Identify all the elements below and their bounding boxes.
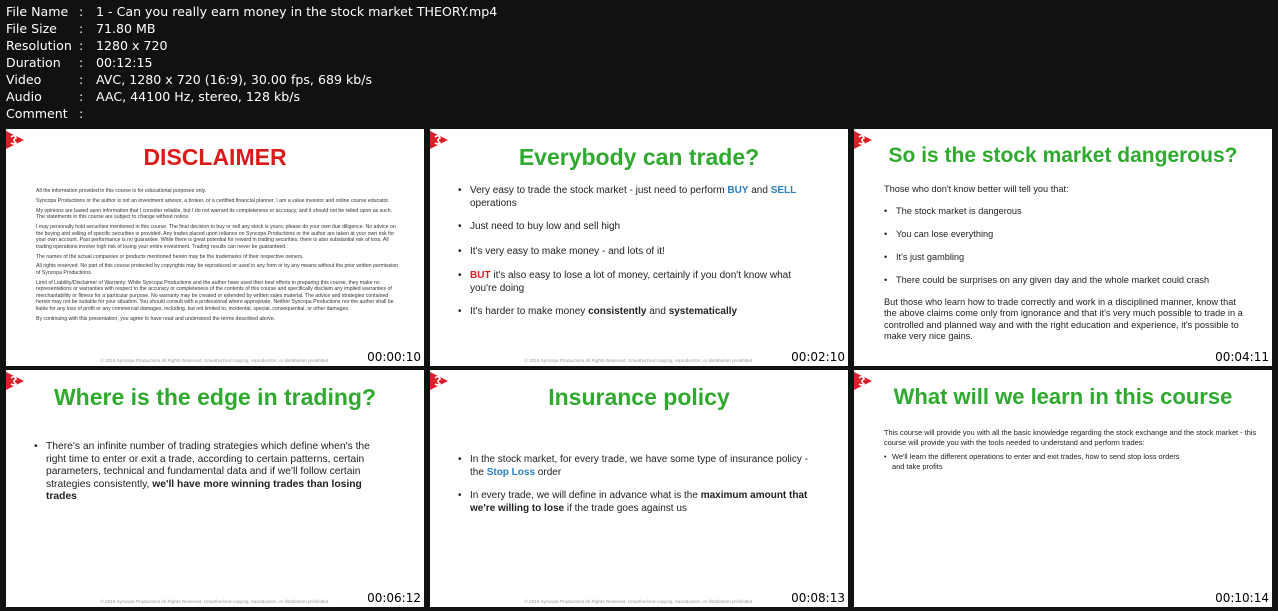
- disclaimer-paragraph: I may personally hold securities mentioned in this course. The final decision to buy or sell any stock is yours; please do your own due diligence. No advice on the buying and selling of specific securities is provided. Any trades placed upon reliance on Syncopa Productions or the author are taken at your own risk for your own account. Past performance is no guarantee. While there is great potential for reward in trading securities, there is also substantial risk of loss. All trading operations involve high risk of losing your entire investment. Trading results can never be guaranteed.: [36, 223, 396, 250]
- info-key: File Size: [6, 21, 57, 36]
- info-value-file-size: 71.80 MB: [96, 21, 156, 36]
- info-row-audio: [6, 88, 497, 105]
- slide-bullets: [458, 454, 808, 515]
- slide-bullets: [884, 428, 1262, 471]
- bold-text: systematically: [668, 306, 738, 317]
- sell-keyword: SELL: [770, 185, 797, 196]
- info-colon: :: [79, 89, 84, 104]
- slide-footer: © 2019 Syncopa Productions All Rights Reserved. Unauthorized copying, reproduction, or distribution prohibited.: [100, 358, 330, 363]
- info-key: Video: [6, 72, 42, 87]
- slide-bullets: [34, 441, 388, 504]
- slide-title: DISCLAIMER: [143, 144, 287, 170]
- disclaimer-text: [36, 188, 402, 326]
- intro-text: This course will provide you with all the basic knowledge regarding the stock exchange and the stock market - this course will provide you with the tools needed to understand and perform trades:: [884, 428, 1257, 447]
- bullet-item: • We'll learn the different operations to enter and exit trades, how to send stop loss orders and take profits: [884, 452, 1182, 471]
- bullet-item: • Just need to buy low and sell high: [458, 221, 820, 234]
- info-key: Audio: [6, 89, 42, 104]
- slide-title: Insurance policy: [548, 384, 730, 410]
- bold-text: maximum amount that we're willing to lose: [470, 490, 808, 514]
- bullet-text: it's also easy to lose a lot of money, certainly if you don't know what you're doing: [470, 270, 792, 294]
- bullet-item: [458, 185, 820, 210]
- intro-text: Those who don't know better will tell you that:: [884, 184, 1069, 194]
- info-key: Comment: [6, 106, 68, 121]
- thumbnail-edge-in-trading[interactable]: [6, 370, 424, 607]
- bullet-text: Very easy to trade the stock market - just need to perform: [470, 185, 728, 196]
- info-colon: :: [79, 21, 84, 36]
- info-row-comment: [6, 105, 497, 122]
- slide-title: What will we learn in this course: [893, 384, 1233, 409]
- info-row-video: [6, 71, 497, 88]
- slide-footer: © 2019 Syncopa Productions All Rights Reserved. Unauthorized copying, reproduction, or distribution prohibited.: [524, 599, 754, 604]
- info-key: Resolution: [6, 38, 72, 53]
- thumbnail-everybody-can-trade[interactable]: [430, 129, 848, 366]
- disclaimer-paragraph: Syncopa Productions or the author is not an investment advisor, a broker, or a certified financial planner. I am a value investor and online course educator.: [36, 197, 390, 204]
- bullet-item: • It's very easy to make money - and lots of it!: [458, 246, 820, 259]
- disclaimer-paragraph: By continuing with this presentation, you agree to have read and understood the terms described above.: [36, 315, 276, 322]
- bullet-item: • The stock market is dangerous: [884, 206, 1244, 217]
- bullet-item: [458, 454, 808, 479]
- info-colon: :: [79, 4, 84, 19]
- thumbnail-disclaimer[interactable]: [6, 129, 424, 366]
- bold-text: consistently: [588, 306, 647, 317]
- info-value-resolution: 1280 x 720: [96, 38, 168, 53]
- bullet-text: operations: [470, 197, 517, 209]
- disclaimer-paragraph: The names of the actual companies or products mentioned herein may be the trademarks of their respective owners.: [36, 253, 304, 260]
- disclaimer-paragraph: My opinions are based upon information that I consider reliable, but I do not warrant its completeness or accuracy, and it should not be relied upon as such. The statements in this course are subject to change without notice.: [36, 207, 393, 221]
- disclaimer-paragraph: All rights reserved. No part of this course protected by copyrights may be reproduced or used in any form or by any means without the prior written permission of Syncopa Productions.: [36, 263, 399, 276]
- timestamp: 00:02:10: [791, 350, 845, 364]
- slide-title: Everybody can trade?: [518, 144, 760, 170]
- slide-footer: © 2019 Syncopa Productions All Rights Reserved. Unauthorized copying, reproduction, or distribution prohibited.: [524, 358, 754, 363]
- bullet-text: In every trade, we will define in advance what is the: [470, 490, 701, 501]
- bullet-text: order: [535, 466, 562, 478]
- bullet-text: In the stock market, for every trade, we have some type of insurance policy - the: [470, 454, 808, 478]
- info-value-audio: AAC, 44100 Hz, stereo, 128 kb/s: [96, 89, 301, 104]
- info-value-file-name: 1 - Can you really earn money in the stock market THEORY.mp4: [96, 4, 498, 19]
- timestamp: 00:10:14: [1215, 591, 1269, 605]
- bullet-item: • There could be surprises on any given day and the whole market could crash: [884, 275, 1244, 286]
- bullet-item: [458, 306, 820, 319]
- bullet-item: • It's just gambling: [884, 252, 1244, 263]
- bold-text: we'll have more winning trades than losing trades: [46, 478, 362, 502]
- disclaimer-paragraph: All the information provided in this course is for educational purposes only.: [36, 188, 207, 194]
- info-colon: :: [79, 55, 84, 70]
- timestamp: 00:06:12: [367, 591, 421, 605]
- slide-title: Where is the edge in trading?: [53, 384, 377, 410]
- bullet-item: [458, 270, 820, 295]
- thumbnail-insurance-policy[interactable]: [430, 370, 848, 607]
- info-key: Duration: [6, 55, 61, 70]
- info-colon: :: [79, 106, 84, 121]
- but-keyword: BUT: [470, 270, 491, 281]
- thumbnail-stock-market-dangerous[interactable]: [854, 129, 1272, 366]
- timestamp: 00:08:13: [791, 591, 845, 605]
- info-colon: :: [79, 72, 84, 87]
- slide-footer: © 2019 Syncopa Productions All Rights Reserved. Unauthorized copying, reproduction, or distribution prohibited.: [100, 599, 330, 604]
- info-value-video: AVC, 1280 x 720 (16:9), 30.00 fps, 689 kb/s: [96, 72, 373, 87]
- info-row-duration: [6, 54, 497, 71]
- thumbnail-what-will-we-learn[interactable]: [854, 370, 1272, 607]
- stop-loss-keyword: Stop Loss: [486, 466, 536, 478]
- slide-bullets: [884, 184, 1244, 342]
- info-row-file-size: [6, 20, 497, 37]
- slide-title: So is the stock market dangerous?: [888, 144, 1238, 167]
- bullet-text: and: [646, 306, 669, 317]
- bullet-item: [458, 490, 808, 515]
- bullet-text: if the trade goes against us: [564, 502, 687, 514]
- disclaimer-paragraph: Limit of Liability/Disclaimer of Warranty: While Syncopa Productions and the author have used their best efforts in preparing this course, they make no representations or warranties with respect to the accuracy or completeness of the contents of this course and specifically disclaim any implied warranties of merchantability or fitness for a particular purpose. No warranty may be created or extended by written sales material. The advice and strategies contained herein may not be suitable for your situation. You should consult with a professional where appropriate. Neither Syncopa Productions nor the author shall be liable for any loss of profit or any commercial damages, including, but not limited to, incidental, special, consequential, or other damages.: [36, 279, 394, 313]
- buy-keyword: BUY: [727, 185, 749, 196]
- bullet-item: [34, 441, 388, 504]
- bullet-item: • You can lose everything: [884, 229, 1244, 240]
- timestamp: 00:00:10: [367, 350, 421, 364]
- timestamp: 00:04:11: [1215, 350, 1269, 364]
- bullet-text: It's harder to make money: [470, 306, 589, 317]
- info-value-duration: 00:12:15: [96, 55, 153, 70]
- file-info-panel: [6, 3, 497, 122]
- outro-text: But those who learn how to trade correctly and work in a disciplined manner, know that the above claims come only from ignorance and that it's very much possible to trade in a controlled and planned way and with the right education and experience, it's possible to make very nice gains.: [884, 296, 1243, 341]
- info-row-resolution: [6, 37, 497, 54]
- info-key: File Name: [6, 4, 69, 19]
- info-row-file-name: [6, 3, 497, 20]
- slide-bullets: [458, 185, 820, 319]
- info-colon: :: [79, 38, 84, 53]
- bullet-text: and: [748, 185, 771, 196]
- bullet-text: There's an infinite number of trading strategies which define when's the right time to enter or exit a trade, according to certain patterns, certain parameters, technical and fundamental data and if we'll follow certain strategies consistently,: [46, 441, 370, 490]
